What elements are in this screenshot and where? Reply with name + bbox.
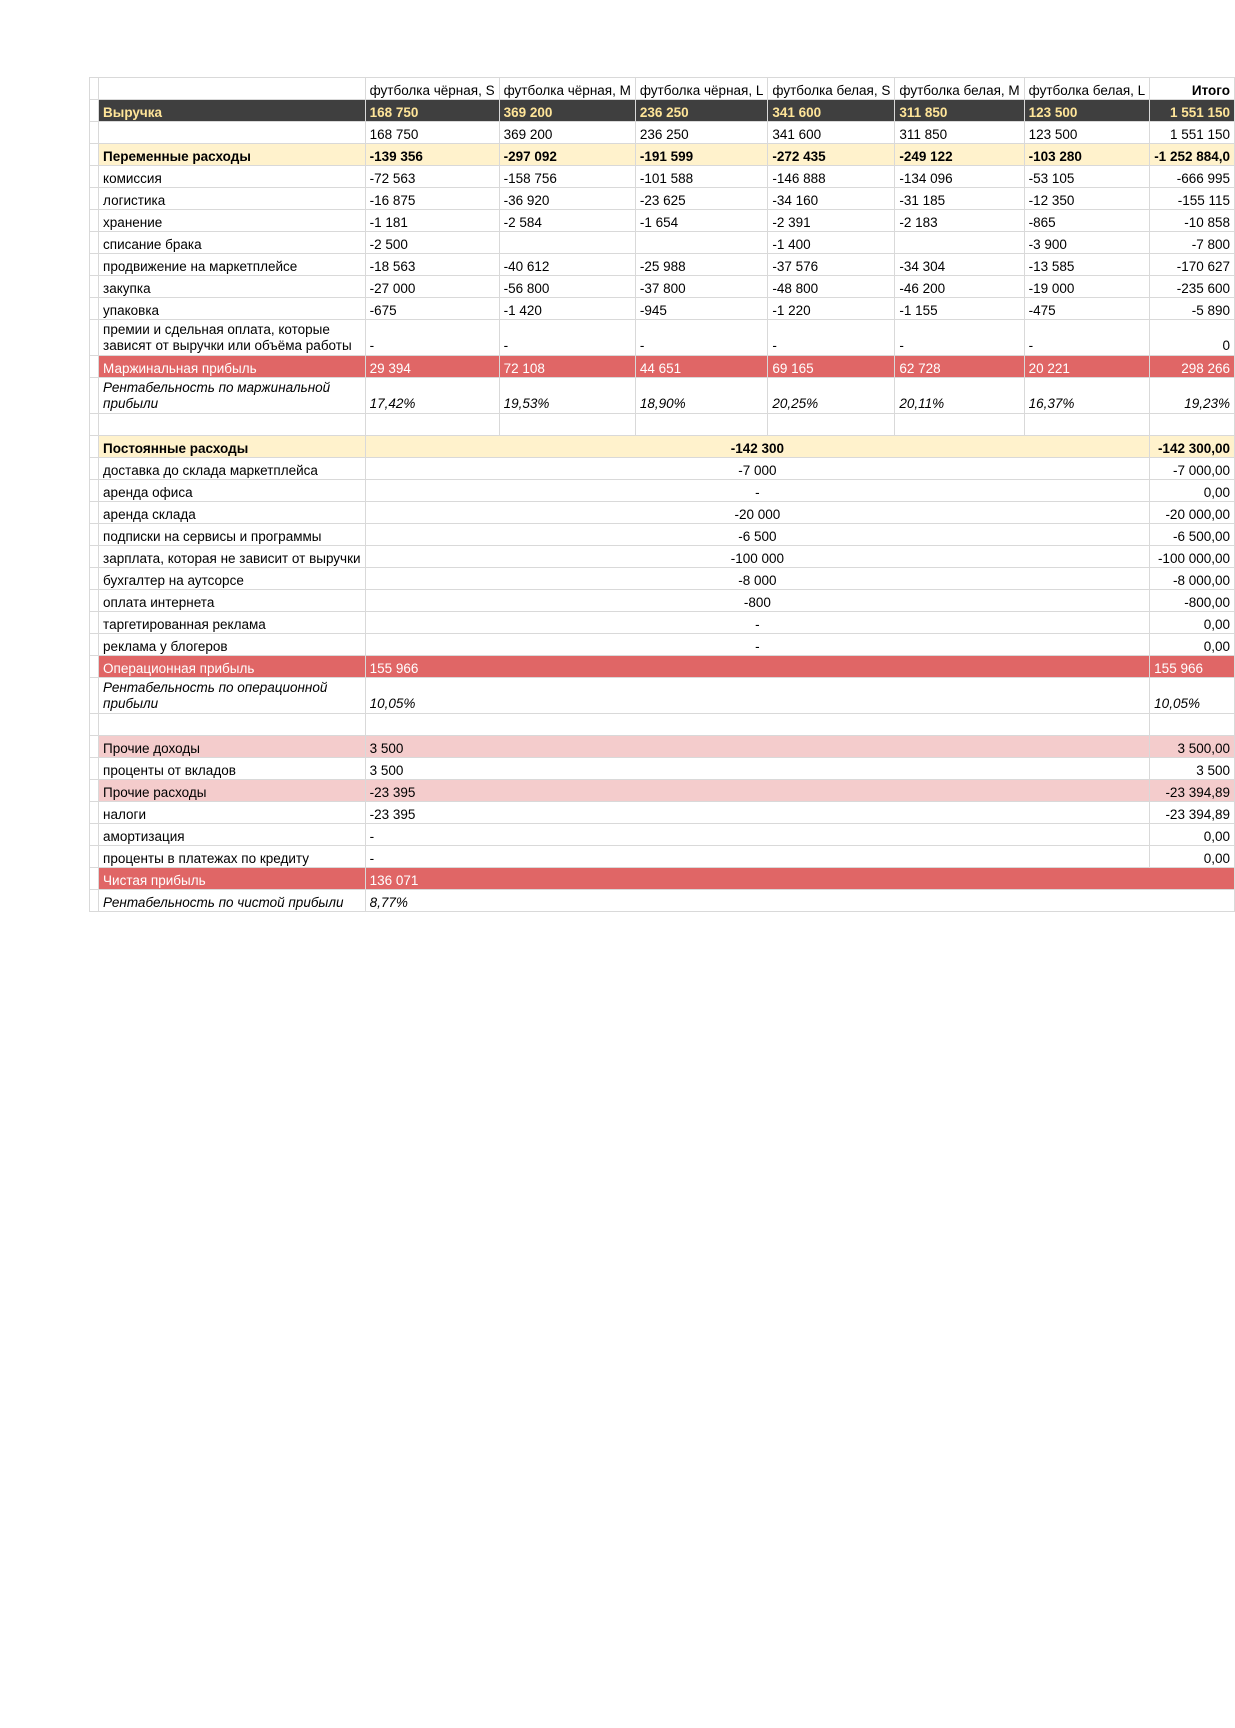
value-cell[interactable]: 29 394	[365, 356, 499, 378]
row-label-cell[interactable]: доставка до склада маркетплейса	[99, 458, 366, 480]
row-label-cell[interactable]: Постоянные расходы	[99, 436, 366, 458]
row-label-cell[interactable]: Выручка	[99, 100, 366, 122]
row-label-cell[interactable]: таргетированная реклама	[99, 612, 366, 634]
value-cell[interactable]: -2 183	[895, 210, 1024, 232]
product-column-header[interactable]: футболка белая, L	[1024, 78, 1150, 100]
value-cell[interactable]	[895, 232, 1024, 254]
value-cell[interactable]: 168 750	[365, 100, 499, 122]
value-cell[interactable]: -36 920	[499, 188, 635, 210]
total-cell[interactable]: -100 000,00	[1150, 546, 1235, 568]
value-cell[interactable]: -40 612	[499, 254, 635, 276]
row-label-cell[interactable]: проценты от вкладов	[99, 758, 366, 780]
row-label-cell[interactable]: аренда склада	[99, 502, 366, 524]
value-cell[interactable]: 236 250	[635, 122, 768, 144]
value-cell[interactable]: -2 584	[499, 210, 635, 232]
row-header-cell[interactable]	[90, 458, 99, 480]
pnl-table	[89, 77, 1235, 912]
row-label-cell[interactable]: списание брака	[99, 232, 366, 254]
row-header-cell[interactable]	[90, 802, 99, 824]
merged-value-cell[interactable]	[365, 714, 1150, 736]
table-row	[90, 524, 1235, 546]
merged-value-cell[interactable]: -20 000	[365, 502, 1150, 524]
value-cell[interactable]: 17,42%	[365, 378, 499, 414]
value-cell[interactable]: -	[768, 320, 895, 356]
row-label-cell[interactable]: аренда офиса	[99, 480, 366, 502]
total-cell[interactable]: 0,00	[1150, 846, 1235, 868]
table-row	[90, 320, 1235, 356]
product-column-header[interactable]: футболка чёрная, M	[499, 78, 635, 100]
value-cell[interactable]: 123 500	[1024, 100, 1150, 122]
row-header-cell[interactable]	[90, 546, 99, 568]
row-label-cell[interactable]: Рентабельность по маржинальной прибыли	[99, 378, 366, 414]
value-cell[interactable]: -249 122	[895, 144, 1024, 166]
row-label-cell[interactable]	[99, 414, 366, 436]
row-header-cell[interactable]	[90, 480, 99, 502]
table-row	[90, 780, 1235, 802]
merged-value-cell[interactable]: 3 500	[365, 736, 1150, 758]
row-header-cell[interactable]	[90, 298, 99, 320]
value-cell[interactable]: -297 092	[499, 144, 635, 166]
table-row	[90, 846, 1235, 868]
total-cell[interactable]: 3 500,00	[1150, 736, 1235, 758]
merged-value-cell[interactable]: 10,05%	[365, 678, 1150, 714]
total-cell[interactable]: -5 890	[1150, 298, 1235, 320]
row-header-cell[interactable]	[90, 758, 99, 780]
value-cell[interactable]: 72 108	[499, 356, 635, 378]
value-cell[interactable]: -25 988	[635, 254, 768, 276]
value-cell[interactable]: -1 181	[365, 210, 499, 232]
value-cell[interactable]: -191 599	[635, 144, 768, 166]
value-cell[interactable]: -103 280	[1024, 144, 1150, 166]
row-header-cell[interactable]	[90, 254, 99, 276]
value-cell[interactable]: -1 220	[768, 298, 895, 320]
value-cell[interactable]: 236 250	[635, 100, 768, 122]
total-cell[interactable]: 19,23%	[1150, 378, 1235, 414]
value-cell[interactable]	[499, 232, 635, 254]
value-cell[interactable]	[635, 232, 768, 254]
table-row	[90, 678, 1235, 714]
table-row	[90, 100, 1235, 122]
value-cell[interactable]: -48 800	[768, 276, 895, 298]
row-label-cell[interactable]	[99, 122, 366, 144]
row-label-cell[interactable]: Операционная прибыль	[99, 656, 366, 678]
row-header-cell[interactable]	[90, 144, 99, 166]
merged-value-cell[interactable]: -800	[365, 590, 1150, 612]
row-label-cell[interactable]: Переменные расходы	[99, 144, 366, 166]
table-row	[90, 868, 1235, 890]
merged-value-cell[interactable]: -	[365, 612, 1150, 634]
table-row	[90, 144, 1235, 166]
value-cell[interactable]: -	[1024, 320, 1150, 356]
row-label-cell[interactable]: Прочие расходы	[99, 780, 366, 802]
total-cell[interactable]: 0,00	[1150, 612, 1235, 634]
value-cell[interactable]: -134 096	[895, 166, 1024, 188]
value-cell[interactable]: -37 576	[768, 254, 895, 276]
value-cell[interactable]: -56 800	[499, 276, 635, 298]
table-row	[90, 714, 1235, 736]
value-cell[interactable]	[895, 414, 1024, 436]
merged-value-cell[interactable]: -	[365, 634, 1150, 656]
total-cell[interactable]: -8 000,00	[1150, 568, 1235, 590]
row-header-cell[interactable]	[90, 414, 99, 436]
total-cell[interactable]: 0	[1150, 320, 1235, 356]
row-header-cell[interactable]	[90, 356, 99, 378]
value-cell[interactable]: 69 165	[768, 356, 895, 378]
table-row	[90, 480, 1235, 502]
row-header-cell[interactable]	[90, 612, 99, 634]
row-label-cell[interactable]: Рентабельность по чистой прибыли	[99, 890, 366, 912]
row-header-cell[interactable]	[90, 210, 99, 232]
merged-value-cell[interactable]: 136 071	[365, 868, 1234, 890]
total-cell[interactable]: 155 966	[1150, 656, 1235, 678]
merged-value-cell[interactable]: -8 000	[365, 568, 1150, 590]
value-cell[interactable]: 341 600	[768, 100, 895, 122]
value-cell[interactable]: -34 160	[768, 188, 895, 210]
table-row	[90, 166, 1235, 188]
total-cell[interactable]: -666 995	[1150, 166, 1235, 188]
row-label-cell[interactable]: проценты в платежах по кредиту	[99, 846, 366, 868]
merged-value-cell[interactable]: -7 000	[365, 458, 1150, 480]
total-cell[interactable]: 10,05%	[1150, 678, 1235, 714]
value-cell[interactable]	[768, 414, 895, 436]
value-cell[interactable]: -46 200	[895, 276, 1024, 298]
value-cell[interactable]: -675	[365, 298, 499, 320]
value-cell[interactable]: -18 563	[365, 254, 499, 276]
row-header-cell[interactable]	[90, 122, 99, 144]
row-label-cell[interactable]: зарплата, которая не зависит от выручки	[99, 546, 366, 568]
row-header-cell[interactable]	[90, 634, 99, 656]
table-row	[90, 890, 1235, 912]
value-cell[interactable]: 168 750	[365, 122, 499, 144]
value-cell[interactable]: 20,11%	[895, 378, 1024, 414]
value-cell[interactable]: -	[635, 320, 768, 356]
row-label-cell[interactable]: налоги	[99, 802, 366, 824]
row-header-cell[interactable]	[90, 436, 99, 458]
merged-value-cell[interactable]: -23 395	[365, 780, 1150, 802]
table-row	[90, 210, 1235, 232]
row-label-cell[interactable]: Прочие доходы	[99, 736, 366, 758]
row-label-cell[interactable]: амортизация	[99, 824, 366, 846]
value-cell[interactable]: -2 391	[768, 210, 895, 232]
row-header-cell[interactable]	[90, 656, 99, 678]
row-header-cell[interactable]	[90, 502, 99, 524]
value-cell[interactable]: -34 304	[895, 254, 1024, 276]
row-label-cell[interactable]: реклама у блогеров	[99, 634, 366, 656]
row-label-cell[interactable]: упаковка	[99, 298, 366, 320]
row-label-cell[interactable]	[99, 714, 366, 736]
value-cell[interactable]: 341 600	[768, 122, 895, 144]
total-cell[interactable]: -800,00	[1150, 590, 1235, 612]
value-cell[interactable]: -1 654	[635, 210, 768, 232]
total-cell[interactable]: -170 627	[1150, 254, 1235, 276]
table-row	[90, 502, 1235, 524]
row-label-cell[interactable]: Маржинальная прибыль	[99, 356, 366, 378]
row-label-cell[interactable]: Рентабельность по операционной прибыли	[99, 678, 366, 714]
value-cell[interactable]: -101 588	[635, 166, 768, 188]
value-cell[interactable]: 369 200	[499, 100, 635, 122]
table-row	[90, 458, 1235, 480]
value-cell[interactable]: -158 756	[499, 166, 635, 188]
total-cell[interactable]: -7 000,00	[1150, 458, 1235, 480]
product-column-header[interactable]: футболка белая, M	[895, 78, 1024, 100]
value-cell[interactable]: -13 585	[1024, 254, 1150, 276]
row-label-cell[interactable]: оплата интернета	[99, 590, 366, 612]
value-cell[interactable]: -37 800	[635, 276, 768, 298]
table-row	[90, 802, 1235, 824]
merged-value-cell[interactable]: 8,77%	[365, 890, 1234, 912]
total-cell[interactable]: -10 858	[1150, 210, 1235, 232]
value-cell[interactable]: -27 000	[365, 276, 499, 298]
table-row	[90, 414, 1235, 436]
total-cell[interactable]: 298 266	[1150, 356, 1235, 378]
row-header-cell[interactable]	[90, 846, 99, 868]
row-header-cell[interactable]	[90, 378, 99, 414]
table-row	[90, 568, 1235, 590]
product-column-header[interactable]: футболка белая, S	[768, 78, 895, 100]
row-header-cell[interactable]	[90, 678, 99, 714]
row-header-cell[interactable]	[90, 590, 99, 612]
table-row	[90, 824, 1235, 846]
merged-value-cell[interactable]: -	[365, 824, 1150, 846]
table-row	[90, 232, 1235, 254]
merged-value-cell[interactable]: 155 966	[365, 656, 1150, 678]
table-row	[90, 656, 1235, 678]
total-cell[interactable]: -6 500,00	[1150, 524, 1235, 546]
row-header-cell[interactable]	[90, 568, 99, 590]
row-label-cell[interactable]: хранение	[99, 210, 366, 232]
row-header-cell[interactable]	[90, 276, 99, 298]
row-header-cell[interactable]	[90, 736, 99, 758]
table-row	[90, 378, 1235, 414]
value-cell[interactable]: -865	[1024, 210, 1150, 232]
total-cell[interactable]: -235 600	[1150, 276, 1235, 298]
row-label-cell[interactable]: закупка	[99, 276, 366, 298]
total-cell[interactable]: 1 551 150	[1150, 122, 1235, 144]
value-cell[interactable]: -53 105	[1024, 166, 1150, 188]
value-cell[interactable]: -1 420	[499, 298, 635, 320]
value-cell[interactable]: -1 400	[768, 232, 895, 254]
merged-value-cell[interactable]: -23 395	[365, 802, 1150, 824]
table-row	[90, 612, 1235, 634]
header-row	[90, 78, 1235, 100]
value-cell[interactable]: -146 888	[768, 166, 895, 188]
total-cell[interactable]	[1150, 714, 1235, 736]
value-cell[interactable]	[635, 414, 768, 436]
table-row	[90, 758, 1235, 780]
value-cell[interactable]: -23 625	[635, 188, 768, 210]
row-label-cell[interactable]: премии и сдельная оплата, которые зависят от выручки или объёма работы	[99, 320, 366, 356]
row-header-cell[interactable]	[90, 824, 99, 846]
value-cell[interactable]: 369 200	[499, 122, 635, 144]
total-cell[interactable]: 0,00	[1150, 634, 1235, 656]
table-row	[90, 276, 1235, 298]
value-cell[interactable]: -72 563	[365, 166, 499, 188]
row-label-cell[interactable]: логистика	[99, 188, 366, 210]
merged-value-cell[interactable]: -142 300	[365, 436, 1150, 458]
value-cell[interactable]: -3 900	[1024, 232, 1150, 254]
total-cell[interactable]: -20 000,00	[1150, 502, 1235, 524]
row-header-cell[interactable]	[90, 714, 99, 736]
value-cell[interactable]: -31 185	[895, 188, 1024, 210]
total-cell[interactable]: -7 800	[1150, 232, 1235, 254]
value-cell[interactable]: -12 350	[1024, 188, 1150, 210]
value-cell[interactable]: -	[499, 320, 635, 356]
merged-value-cell[interactable]: -	[365, 480, 1150, 502]
row-label-cell[interactable]: Чистая прибыль	[99, 868, 366, 890]
value-cell[interactable]: 311 850	[895, 122, 1024, 144]
row-header-cell[interactable]	[90, 100, 99, 122]
row-label-cell[interactable]: бухгалтер на аутсорсе	[99, 568, 366, 590]
table-row	[90, 298, 1235, 320]
value-cell[interactable]: -	[365, 320, 499, 356]
value-cell[interactable]: -139 356	[365, 144, 499, 166]
table-row	[90, 634, 1235, 656]
table-row	[90, 436, 1235, 458]
value-cell[interactable]: -945	[635, 298, 768, 320]
row-label-cell[interactable]: комиссия	[99, 166, 366, 188]
value-cell[interactable]: 44 651	[635, 356, 768, 378]
merged-value-cell[interactable]: -6 500	[365, 524, 1150, 546]
total-cell[interactable]: -155 115	[1150, 188, 1235, 210]
value-cell[interactable]: -2 500	[365, 232, 499, 254]
table-row	[90, 188, 1235, 210]
total-cell[interactable]	[1150, 414, 1235, 436]
value-cell[interactable]: -16 875	[365, 188, 499, 210]
value-cell[interactable]: 311 850	[895, 100, 1024, 122]
merged-value-cell[interactable]: -	[365, 846, 1150, 868]
row-label-cell[interactable]: продвижение на маркетплейсе	[99, 254, 366, 276]
total-cell[interactable]: 0,00	[1150, 480, 1235, 502]
table-row	[90, 122, 1235, 144]
total-cell[interactable]: 0,00	[1150, 824, 1235, 846]
total-cell[interactable]: -23 394,89	[1150, 780, 1235, 802]
row-header-cell[interactable]	[90, 78, 99, 100]
row-header-cell[interactable]	[90, 780, 99, 802]
total-column-header[interactable]: Итого	[1150, 78, 1235, 100]
row-header-cell[interactable]	[90, 868, 99, 890]
value-cell[interactable]: 18,90%	[635, 378, 768, 414]
table-row	[90, 736, 1235, 758]
value-cell[interactable]: -475	[1024, 298, 1150, 320]
value-cell[interactable]: -19 000	[1024, 276, 1150, 298]
table-row	[90, 590, 1235, 612]
row-header-cell[interactable]	[90, 320, 99, 356]
value-cell[interactable]: 123 500	[1024, 122, 1150, 144]
row-header-cell[interactable]	[90, 524, 99, 546]
row-label-cell[interactable]: подписки на сервисы и программы	[99, 524, 366, 546]
value-cell[interactable]: 20,25%	[768, 378, 895, 414]
value-cell[interactable]: -	[895, 320, 1024, 356]
product-column-header[interactable]: футболка чёрная, L	[635, 78, 768, 100]
row-header-cell[interactable]	[90, 890, 99, 912]
merged-value-cell[interactable]: 3 500	[365, 758, 1150, 780]
value-cell[interactable]	[1024, 414, 1150, 436]
total-cell[interactable]: -142 300,00	[1150, 436, 1235, 458]
row-header-cell[interactable]	[90, 166, 99, 188]
value-cell[interactable]: 19,53%	[499, 378, 635, 414]
value-cell[interactable]: 62 728	[895, 356, 1024, 378]
product-column-header[interactable]: футболка чёрная, S	[365, 78, 499, 100]
total-cell[interactable]: -1 252 884,0	[1150, 144, 1235, 166]
total-cell[interactable]: 1 551 150	[1150, 100, 1235, 122]
label-header-cell[interactable]	[99, 78, 366, 100]
value-cell[interactable]: -272 435	[768, 144, 895, 166]
value-cell[interactable]: 20 221	[1024, 356, 1150, 378]
value-cell[interactable]: 16,37%	[1024, 378, 1150, 414]
value-cell[interactable]	[499, 414, 635, 436]
total-cell[interactable]: -23 394,89	[1150, 802, 1235, 824]
total-cell[interactable]: 3 500	[1150, 758, 1235, 780]
table-row	[90, 356, 1235, 378]
row-header-cell[interactable]	[90, 232, 99, 254]
value-cell[interactable]	[365, 414, 499, 436]
row-header-cell[interactable]	[90, 188, 99, 210]
table-row	[90, 546, 1235, 568]
table-row	[90, 254, 1235, 276]
merged-value-cell[interactable]: -100 000	[365, 546, 1150, 568]
value-cell[interactable]: -1 155	[895, 298, 1024, 320]
